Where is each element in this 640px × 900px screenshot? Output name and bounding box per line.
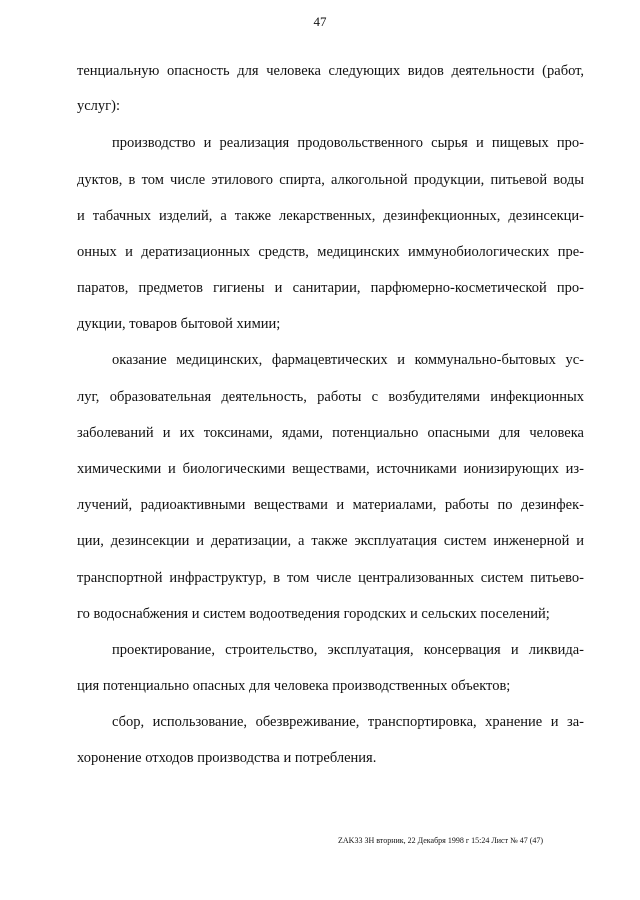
text-line: го водоснабжения и систем водоотведения городских и сельских поселений; bbox=[77, 606, 550, 622]
text-line: и табачных изделий, а также лекарственных, дезинфекционных, дезинсекци- bbox=[77, 208, 584, 224]
text-line: паратов, предметов гигиены и санитарии, парфюмерно-косметической про- bbox=[77, 280, 584, 296]
text-line: транспортной инфраструктур, в том числе централизованных систем питьево- bbox=[77, 570, 584, 586]
text-line: производство и реализация продовольственного сырья и пищевых про- bbox=[112, 135, 584, 151]
text-line: тенциальную опасность для человека следующих видов деятельности (работ, bbox=[77, 63, 584, 79]
text-line: химическими и биологическими веществами, источниками ионизирующих из- bbox=[77, 461, 584, 477]
text-line: ции, дезинсекции и дератизации, а также эксплуатация систем инженерной и bbox=[77, 533, 584, 549]
text-line: проектирование, строительство, эксплуатация, консервация и ликвида- bbox=[112, 642, 584, 658]
page-number: 47 bbox=[313, 14, 327, 29]
text-line: ция потенциально опасных для человека производственных объектов; bbox=[77, 678, 511, 694]
text-line: заболеваний и их токсинами, ядами, потенциально опасными для человека bbox=[77, 425, 584, 441]
footer-stamp: ZAK33 ЗН вторник, 22 Декабря 1998 г 15:24 Лист № 47 (47) bbox=[338, 836, 544, 845]
text-line: дукции, товаров бытовой химии; bbox=[77, 316, 281, 332]
text-line: онных и дератизационных средств, медицинских иммунобиологических пре- bbox=[77, 244, 584, 260]
text-line: луг, образовательная деятельность, работы с возбудителями инфекционных bbox=[77, 389, 584, 405]
text-line: лучений, радиоактивными веществами и материалами, работы по дезинфек- bbox=[77, 497, 584, 513]
text-line: сбор, использование, обезвреживание, транспортировка, хранение и за- bbox=[112, 714, 584, 730]
text-line: услуг): bbox=[77, 98, 120, 114]
text-line: дуктов, в том числе этилового спирта, алкогольной продукции, питьевой воды bbox=[77, 172, 584, 188]
text-line: оказание медицинских, фармацевтических и коммунально-бытовых ус- bbox=[112, 352, 584, 368]
text-line: хоронение отходов производства и потребления. bbox=[77, 750, 377, 766]
